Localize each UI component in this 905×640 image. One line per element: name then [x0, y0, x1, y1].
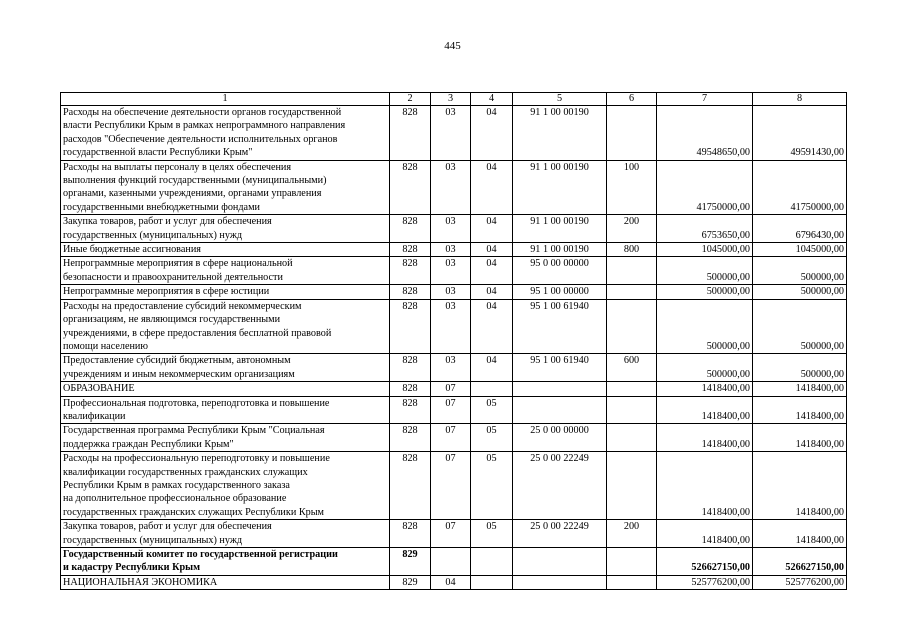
ministry-code-cell: 829 — [390, 575, 431, 589]
expense-type-cell — [607, 452, 657, 520]
table-row — [61, 243, 847, 257]
table-row — [61, 575, 847, 589]
table-row — [61, 424, 847, 452]
row-name-cell: Закупка товаров, работ и услуг для обеспечения государственных (муниципальных) нужд — [61, 215, 390, 243]
ministry-code-cell: 828 — [390, 285, 431, 299]
section-code-cell: 04 — [431, 575, 471, 589]
ministry-code-cell: 828 — [390, 299, 431, 354]
expense-type-cell — [607, 257, 657, 285]
amount-year2-cell: 1418400,00 — [753, 520, 847, 548]
table-row — [61, 160, 847, 215]
amount-year2-cell: 500000,00 — [753, 299, 847, 354]
expense-type-cell — [607, 285, 657, 299]
ministry-code-cell: 829 — [390, 548, 431, 576]
expense-type-cell — [607, 299, 657, 354]
amount-year1-cell: 500000,00 — [657, 354, 753, 382]
expense-type-cell — [607, 424, 657, 452]
table-row — [61, 452, 847, 520]
ministry-code-cell: 828 — [390, 215, 431, 243]
target-article-cell: 25 0 00 22249 — [513, 452, 607, 520]
row-name-cell: Профессиональная подготовка, переподготовка и повышение квалификации — [61, 396, 390, 424]
table-row — [61, 520, 847, 548]
table-row — [61, 354, 847, 382]
target-article-cell: 95 1 00 61940 — [513, 354, 607, 382]
subsection-code-cell — [471, 575, 513, 589]
expense-type-cell: 200 — [607, 215, 657, 243]
subsection-code-cell: 05 — [471, 452, 513, 520]
expense-type-cell — [607, 396, 657, 424]
table-row — [61, 382, 847, 396]
section-code-cell: 03 — [431, 106, 471, 161]
ministry-code-cell: 828 — [390, 382, 431, 396]
subsection-code-cell: 04 — [471, 215, 513, 243]
ministry-code-cell: 828 — [390, 160, 431, 215]
column-header: 7 — [657, 93, 753, 106]
subsection-code-cell: 04 — [471, 106, 513, 161]
ministry-code-cell: 828 — [390, 354, 431, 382]
page-number: 445 — [444, 40, 461, 52]
row-name-cell: Расходы на предоставление субсидий некоммерческим организациям, не являющимся государственными учреждениями, в сфере предоставления бесплатной правовой помощи населению — [61, 299, 390, 354]
expense-type-cell — [607, 575, 657, 589]
subsection-code-cell: 05 — [471, 396, 513, 424]
row-name-cell: Государственный комитет по государственной регистрации и кадастру Республики Крым — [61, 548, 390, 576]
amount-year1-cell: 1418400,00 — [657, 452, 753, 520]
amount-year2-cell: 1418400,00 — [753, 382, 847, 396]
amount-year1-cell: 500000,00 — [657, 257, 753, 285]
target-article-cell — [513, 396, 607, 424]
section-code-cell: 07 — [431, 396, 471, 424]
expense-type-cell — [607, 382, 657, 396]
section-code-cell: 07 — [431, 382, 471, 396]
amount-year1-cell: 525776200,00 — [657, 575, 753, 589]
expense-type-cell: 600 — [607, 354, 657, 382]
row-name-cell: НАЦИОНАЛЬНАЯ ЭКОНОМИКА — [61, 575, 390, 589]
amount-year1-cell: 1045000,00 — [657, 243, 753, 257]
amount-year2-cell: 500000,00 — [753, 285, 847, 299]
table-header-row — [61, 93, 847, 106]
row-name-cell: Расходы на профессиональную переподготовку и повышение квалификации государственных гражданских служащих Республики Крым в рамках государственного заказа на дополнительное профессиональное образование государственных гражданских служащих Республики Крым — [61, 452, 390, 520]
column-header: 2 — [390, 93, 431, 106]
amount-year1-cell: 500000,00 — [657, 299, 753, 354]
budget-table — [60, 92, 847, 590]
target-article-cell — [513, 548, 607, 576]
section-code-cell: 03 — [431, 299, 471, 354]
subsection-code-cell: 04 — [471, 257, 513, 285]
column-header: 8 — [753, 93, 847, 106]
subsection-code-cell: 04 — [471, 160, 513, 215]
table-row — [61, 257, 847, 285]
table-row — [61, 106, 847, 161]
ministry-code-cell: 828 — [390, 257, 431, 285]
row-name-cell: Иные бюджетные ассигнования — [61, 243, 390, 257]
subsection-code-cell: 04 — [471, 243, 513, 257]
section-code-cell: 07 — [431, 424, 471, 452]
row-name-cell: ОБРАЗОВАНИЕ — [61, 382, 390, 396]
ministry-code-cell: 828 — [390, 452, 431, 520]
target-article-cell: 91 1 00 00190 — [513, 160, 607, 215]
subsection-code-cell: 04 — [471, 285, 513, 299]
amount-year1-cell: 1418400,00 — [657, 520, 753, 548]
row-name-cell: Непрограммные мероприятия в сфере юстиции — [61, 285, 390, 299]
target-article-cell: 25 0 00 22249 — [513, 520, 607, 548]
section-code-cell: 03 — [431, 215, 471, 243]
amount-year2-cell: 500000,00 — [753, 354, 847, 382]
amount-year2-cell: 1418400,00 — [753, 452, 847, 520]
ministry-code-cell: 828 — [390, 424, 431, 452]
target-article-cell: 91 1 00 00190 — [513, 243, 607, 257]
section-code-cell: 07 — [431, 520, 471, 548]
amount-year2-cell: 49591430,00 — [753, 106, 847, 161]
amount-year1-cell: 1418400,00 — [657, 424, 753, 452]
amount-year2-cell: 1418400,00 — [753, 424, 847, 452]
target-article-cell — [513, 382, 607, 396]
amount-year2-cell: 6796430,00 — [753, 215, 847, 243]
section-code-cell: 03 — [431, 257, 471, 285]
subsection-code-cell — [471, 548, 513, 576]
ministry-code-cell: 828 — [390, 396, 431, 424]
amount-year1-cell: 500000,00 — [657, 285, 753, 299]
expense-type-cell — [607, 106, 657, 161]
target-article-cell: 25 0 00 00000 — [513, 424, 607, 452]
section-code-cell: 03 — [431, 243, 471, 257]
table-row — [61, 396, 847, 424]
subsection-code-cell: 05 — [471, 424, 513, 452]
column-header: 1 — [61, 93, 390, 106]
amount-year2-cell: 500000,00 — [753, 257, 847, 285]
subsection-code-cell: 05 — [471, 520, 513, 548]
amount-year1-cell: 41750000,00 — [657, 160, 753, 215]
section-code-cell: 03 — [431, 285, 471, 299]
amount-year2-cell: 1045000,00 — [753, 243, 847, 257]
subsection-code-cell: 04 — [471, 299, 513, 354]
row-name-cell: Предоставление субсидий бюджетным, автономным учреждениям и иным некоммерческим организациям — [61, 354, 390, 382]
row-name-cell: Расходы на обеспечение деятельности органов государственной власти Республики Крым в рамках непрограммного направления расходов "Обеспечение деятельности исполнительных органов государственной власти Республики Крым" — [61, 106, 390, 161]
expense-type-cell: 200 — [607, 520, 657, 548]
amount-year1-cell: 526627150,00 — [657, 548, 753, 576]
column-header: 5 — [513, 93, 607, 106]
target-article-cell: 95 1 00 61940 — [513, 299, 607, 354]
ministry-code-cell: 828 — [390, 106, 431, 161]
target-article-cell — [513, 575, 607, 589]
target-article-cell: 95 0 00 00000 — [513, 257, 607, 285]
expense-type-cell — [607, 548, 657, 576]
section-code-cell — [431, 548, 471, 576]
column-header: 3 — [431, 93, 471, 106]
table-row — [61, 285, 847, 299]
amount-year1-cell: 1418400,00 — [657, 396, 753, 424]
subsection-code-cell — [471, 382, 513, 396]
subsection-code-cell: 04 — [471, 354, 513, 382]
section-code-cell: 03 — [431, 354, 471, 382]
section-code-cell: 07 — [431, 452, 471, 520]
amount-year1-cell: 49548650,00 — [657, 106, 753, 161]
amount-year2-cell: 1418400,00 — [753, 396, 847, 424]
target-article-cell: 91 1 00 00190 — [513, 106, 607, 161]
table-row — [61, 299, 847, 354]
ministry-code-cell: 828 — [390, 520, 431, 548]
row-name-cell: Государственная программа Республики Крым "Социальная поддержка граждан Республики Крым" — [61, 424, 390, 452]
table-row — [61, 215, 847, 243]
column-header: 6 — [607, 93, 657, 106]
row-name-cell: Закупка товаров, работ и услуг для обеспечения государственных (муниципальных) нужд — [61, 520, 390, 548]
row-name-cell: Непрограммные мероприятия в сфере национальной безопасности и правоохранительной деятельности — [61, 257, 390, 285]
amount-year1-cell: 1418400,00 — [657, 382, 753, 396]
amount-year2-cell: 526627150,00 — [753, 548, 847, 576]
target-article-cell: 95 1 00 00000 — [513, 285, 607, 299]
section-code-cell: 03 — [431, 160, 471, 215]
amount-year2-cell: 525776200,00 — [753, 575, 847, 589]
target-article-cell: 91 1 00 00190 — [513, 215, 607, 243]
table-row — [61, 548, 847, 576]
expense-type-cell: 800 — [607, 243, 657, 257]
table-body — [61, 106, 847, 590]
amount-year2-cell: 41750000,00 — [753, 160, 847, 215]
column-header: 4 — [471, 93, 513, 106]
expense-type-cell: 100 — [607, 160, 657, 215]
ministry-code-cell: 828 — [390, 243, 431, 257]
row-name-cell: Расходы на выплаты персоналу в целях обеспечения выполнения функций государственными (муниципальными) органами, казенными учреждениями, органами управления государственными внебюджетными фондами — [61, 160, 390, 215]
amount-year1-cell: 6753650,00 — [657, 215, 753, 243]
